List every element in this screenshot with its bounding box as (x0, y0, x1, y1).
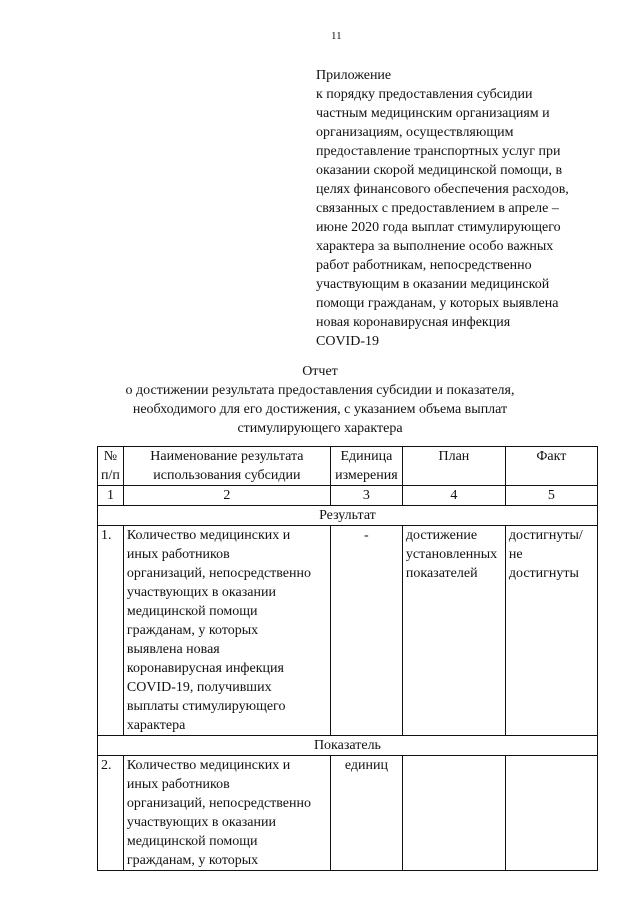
report-title-line: о достижении результата предоставления субсидии и показателя, (125, 383, 515, 398)
appendix-line: помощи гражданам, у которых выявлена (316, 296, 559, 311)
appendix-line: к порядку предоставления субсидии (316, 87, 533, 102)
appendix-line: участвующим в оказании медицинской (316, 277, 550, 292)
section-result-row (98, 506, 598, 526)
report-title-line: Отчет (302, 364, 338, 379)
section-result-label: Результат (98, 506, 598, 526)
table-row (98, 526, 598, 736)
column-numbers-row (98, 486, 598, 506)
appendix-line: частным медицинским организациям и (316, 106, 550, 121)
appendix-line: новая коронавирусная инфекция (316, 315, 511, 330)
table-row (98, 756, 598, 871)
header-name: Наименование результата использования субсидии (123, 447, 330, 486)
report-title (60, 362, 580, 438)
column-number: 2 (123, 486, 330, 506)
report-title-line: стимулирующего характера (237, 421, 403, 436)
header-fact: Факт (505, 447, 597, 486)
row-plan (402, 756, 505, 871)
row-plan: достижение установленных показателей (402, 526, 505, 736)
appendix-line: COVID-19 (316, 334, 379, 349)
row-num: 1. (98, 526, 124, 736)
report-table (97, 446, 598, 871)
appendix-line: характера за выполнение особо важных (316, 239, 554, 254)
row-fact (505, 756, 597, 871)
table-header-row (98, 447, 598, 486)
row-fact: достигнуты/ не достигнуты (505, 526, 597, 736)
section-indicator-label: Показатель (98, 736, 598, 756)
report-title-line: необходимого для его достижения, с указанием объема выплат (132, 402, 508, 417)
row-name: Количество медицинских и иных работников организаций, непосредственно участвующих в оказании медицинской помощи гражданам, у которых (123, 756, 330, 871)
row-unit: - (330, 526, 402, 736)
appendix-line: предоставление транспортных услуг при (316, 144, 561, 159)
column-number: 4 (402, 486, 505, 506)
header-plan: План (402, 447, 505, 486)
column-number: 5 (505, 486, 597, 506)
page-number: 11 (331, 30, 342, 42)
row-name: Количество медицинских и иных работников организаций, непосредственно участвующих в оказании медицинской помощи гражданам, у которых выявлена новая коронавирусная инфекция COVID-19, получивших выплаты стимулирующего характера (123, 526, 330, 736)
header-num: № п/п (98, 447, 124, 486)
appendix-line: связанных с предоставлением в апреле – (316, 201, 559, 216)
appendix-line: оказании скорой медицинской помощи, в (316, 163, 563, 178)
header-unit: Единица измерения (330, 447, 402, 486)
row-unit: единиц (330, 756, 402, 871)
row-num: 2. (98, 756, 124, 871)
appendix-line: июне 2020 года выплат стимулирующего (316, 220, 561, 235)
appendix-line: организациям, осуществляющим (316, 125, 514, 140)
appendix-line: работ работникам, непосредственно (316, 258, 532, 273)
column-number: 3 (330, 486, 402, 506)
section-indicator-row (98, 736, 598, 756)
column-number: 1 (98, 486, 124, 506)
appendix-block (316, 66, 616, 351)
appendix-line: Приложение (316, 68, 392, 83)
appendix-line: целях финансового обеспечения расходов, (316, 182, 569, 197)
